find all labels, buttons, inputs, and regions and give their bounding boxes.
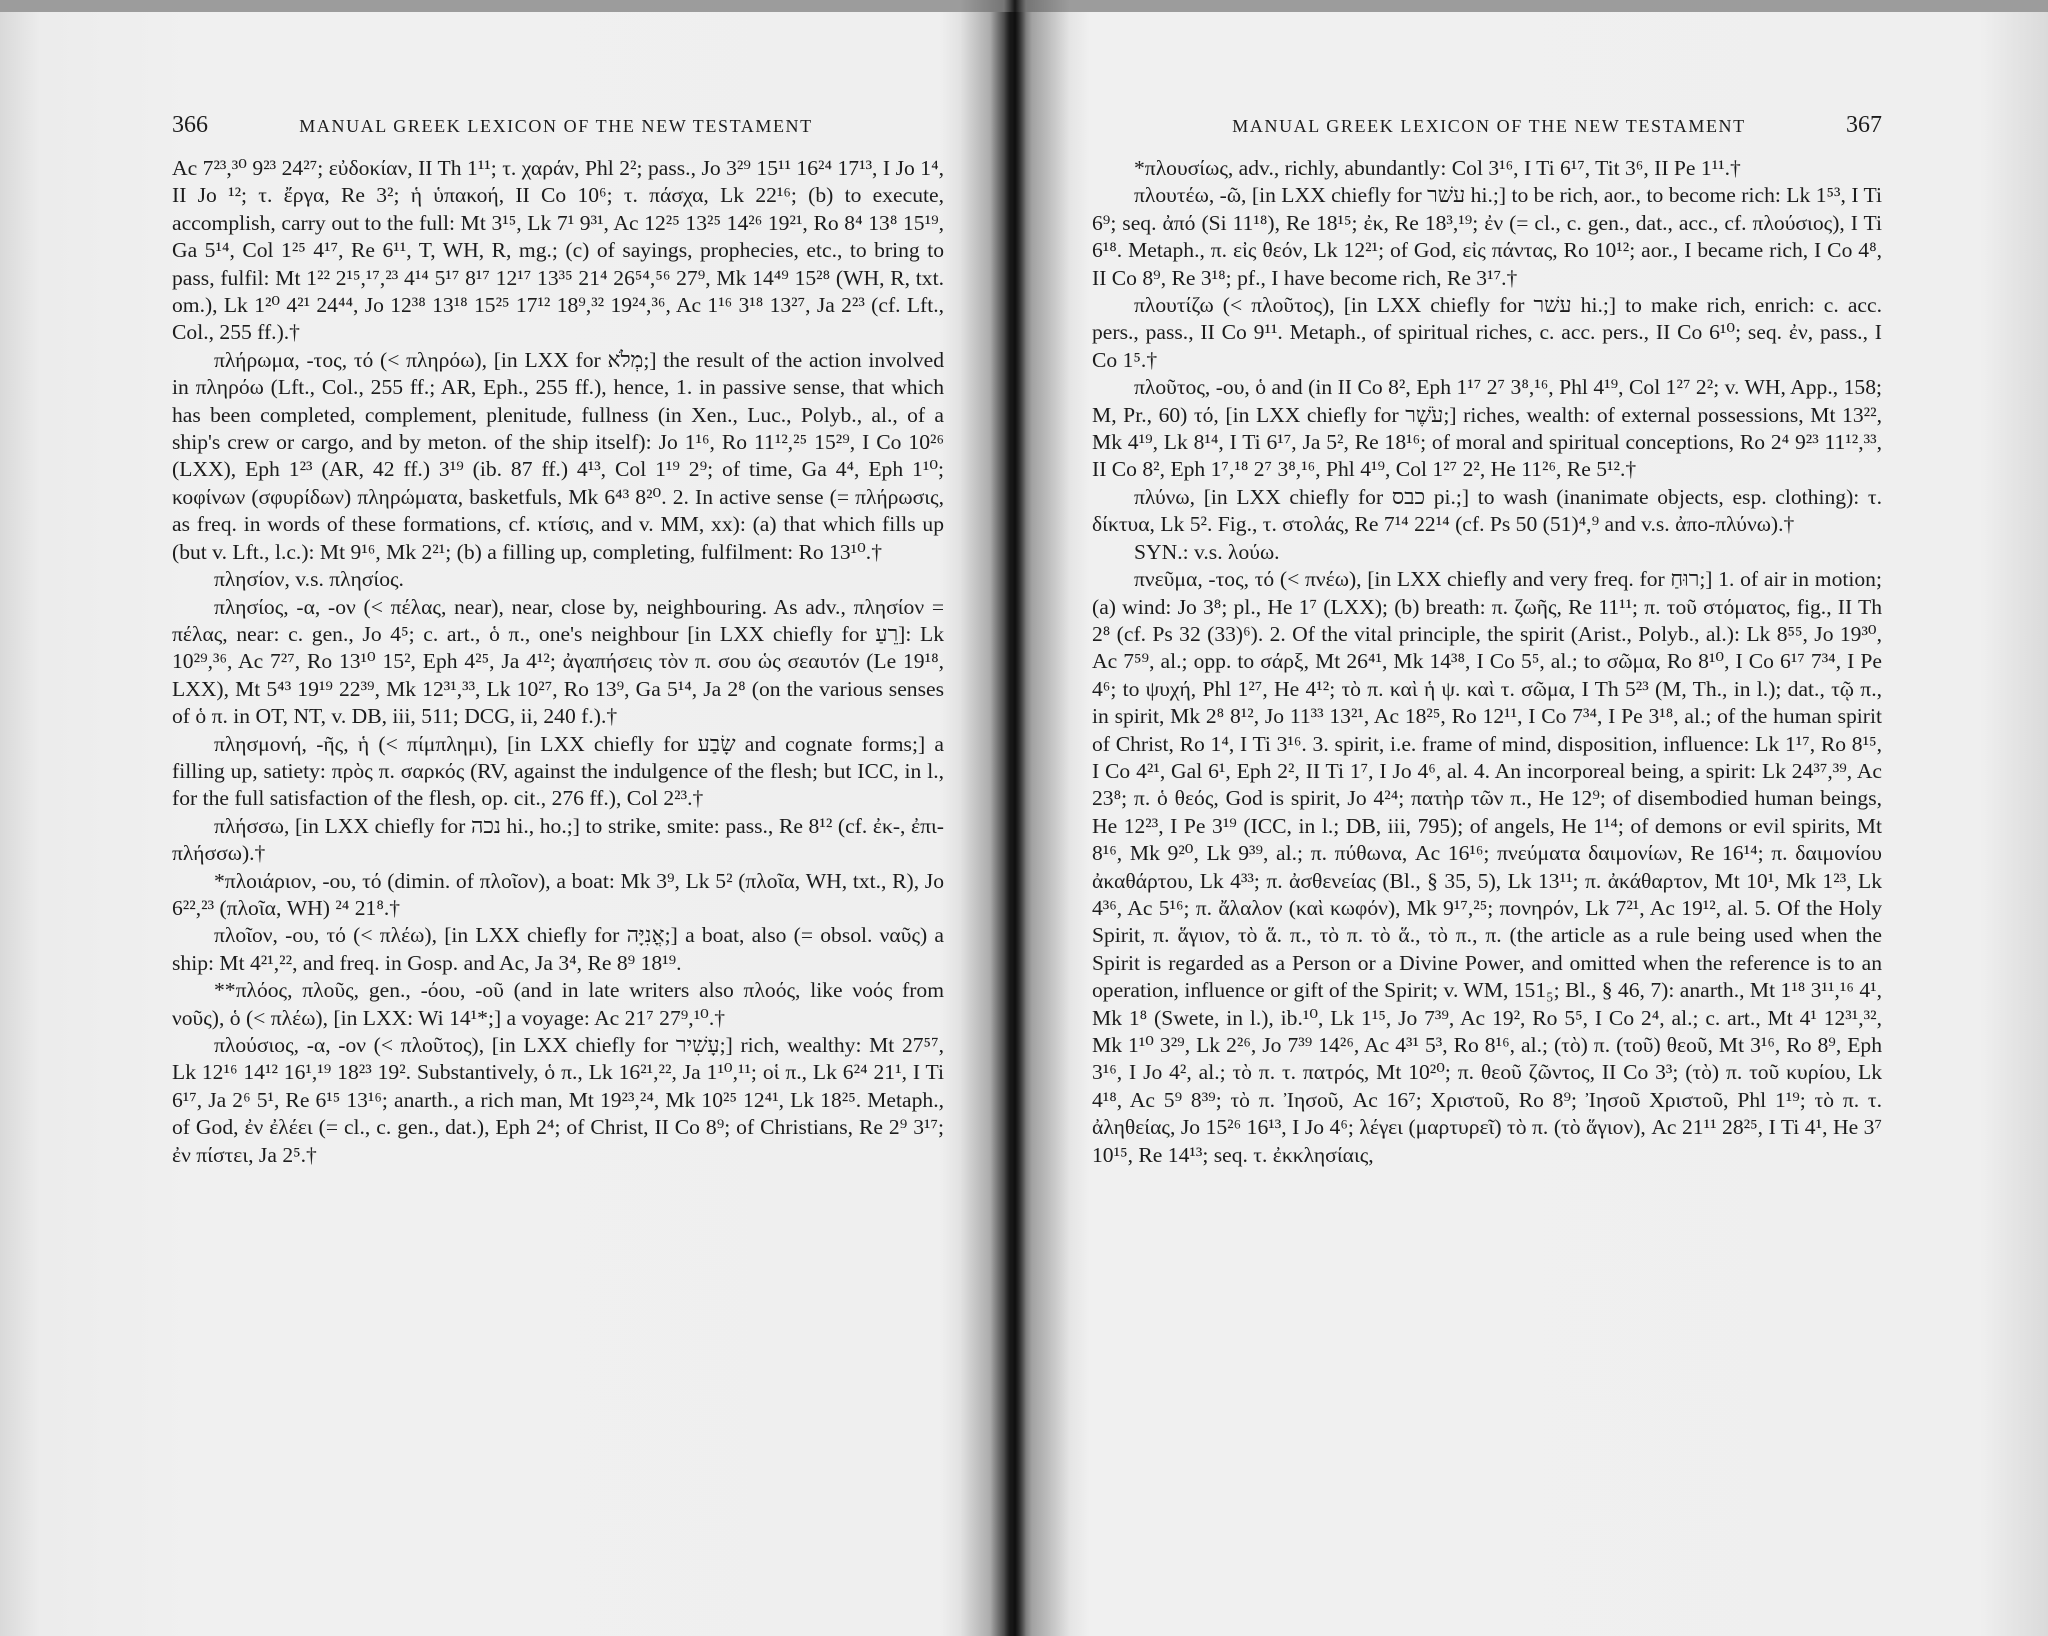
left-running-head — [172, 112, 944, 139]
entry-plousios: πλούσιος, -α, -ον (< πλοῦτος), [in LXX chiefly for עָשִׁיר;] rich, wealthy: Mt 27⁵⁷, Lk 12¹⁶ 14¹² 16¹,¹⁹ 18²³ 19². Substantively, ὁ π., Lk 16²¹,²², Ja 1¹⁰,¹¹; οἱ π., Lk 6²⁴ 21¹, I Ti 6¹⁷, Ja 2⁶ 5¹, Re 6¹⁵ 13¹⁶; anarth., a rich man, Mt 19²³,²⁴, Mk 10²⁵ 12⁴¹, Lk 18²⁵. Metaph., of God, ἐν ἐλέει (= cl., c. gen., dat.), Eph 2⁴; of Christ, II Co 8⁹; of Christians, Re 2⁹ 3¹⁷; ἐν πίστει, Ja 2⁵.† — [172, 1033, 945, 1167]
entry-plesion: πλησίον, v.s. πλησίος. — [214, 567, 404, 592]
entry-plesios: πλησίος, -α, -ον (< πέλας, near), near, close by, neighbouring. As adv., πλησίον = πέλας, near: c. gen., Jo 4⁵; c. art., ὁ π., one's neighbour [in LXX chiefly for רֵעַ]: Lk 10²⁹,³⁶, Ac 7²⁷, Ro 13¹⁰ 15², Eph 4²⁵, Ja 4¹²; ἀγαπήσεις τὸν π. σου ὡς σεαυτόν (Le 19¹⁸, LXX), Mt 5⁴³ 19¹⁹ 22³⁹, Mk 12³¹,³³, Lk 10²⁷, Ro 13⁹, Ga 5¹⁴, Ja 2⁸ (on the various senses of ὁ π. in OT, NT, v. DB, iii, 511; DCG, ii, 240 f.).† — [172, 594, 945, 729]
entry-ploutizo: πλουτίζω (< πλοῦτος), [in LXX chiefly for עשׁר hi.;] to make rich, enrich: c. acc. pers., pass., II Co 9¹¹. Metaph., of spiritual riches, c. acc. pers., II Co 6¹⁰; seq. ἐν, pass., I Co 1⁵.† — [1092, 293, 1882, 372]
entry-ploos: **πλόος, πλοῦς, gen., -όου, -οῦ (and in late writers also πλοός, like νοός from νοῦς), ὁ (< πλέω), [in LXX: Wi 14¹*;] a voyage: Ac 21⁷ 27⁹,¹⁰.† — [172, 978, 944, 1030]
entry-pluno: πλύνω, [in LXX chiefly for כבס pi.;] to wash (inanimate objects, esp. clothing): τ. δίκτυα, Lk 5². Fig., τ. στολάς, Re 7¹⁴ 22¹⁴ (cf. Ps 50 (51)⁴,⁹ and v.s. ἀπο-πλύνω).† — [1092, 484, 1882, 537]
entry-pleroma: πλήρωμα, -τος, τό (< πληρόω), [in LXX for מְלֹא;] the result of the action involved in πληρόω (Lft., Col., 255 ff.; AR, Eph., 255 ff.), hence, 1. in passive sense, that which has been completed, complement, plenitude, fullness (in Xen., Luc., Polyb., al., of a ship's crew or cargo, and by meton. of the ship itself): Jo 1¹⁶, Ro 11¹²,²⁵ 15²⁹, I Co 10²⁶ (LXX), Eph 1²³ (AR, 42 ff.) 3¹⁹ (ib. 87 ff.) 4¹³, Col 1¹⁹ 2⁹; of time, Ga 4⁴, Eph 1¹⁰; κοφίνων (σφυρίδων) πληρώματα, basketfuls, Mk 6⁴³ 8²⁰. 2. In active sense (= πλήρωσις, as freq. in words of these formations, cf. κτίσις, and v. MM, xx): (a) that which fills up (but v. Lft., l.c.): Mt 9¹⁶, Mk 2²¹; (b) a filling up, completing, fulfilment: Ro 13¹⁰.† — [172, 347, 945, 564]
entry-ploutos: πλοῦτος, -ου, ὁ and (in II Co 8², Eph 1¹⁷ 2⁷ 3⁸,¹⁶, Phl 4¹⁹, Col 1²⁷ 2²; v. WH, App., 158; M, Pr., 60) τό, [in LXX chiefly for עֹשֶׁר;] riches, wealth: of external possessions, Mt 13²², Mk 4¹⁹, Lk 8¹⁴, I Ti 6¹⁷, Ja 5², Re 18¹⁶; of moral and spiritual conceptions, Ro 2⁴ 9²³ 11¹²,³³, II Co 8², Eph 1⁷,¹⁸ 2⁷ 3⁸,¹⁶, Phl 4¹⁹, Col 1²⁷ 2², He 11²⁶, Re 5¹².† — [1092, 375, 1882, 482]
entry-syn-note: SYN.: v.s. λούω. — [1134, 539, 1280, 564]
entry-ploiarion: *πλοιάριον, -ου, τό (dimin. of πλοῖον), a boat: Mk 3⁹, Lk 5² (πλοῖα, WH, txt., R), Jo 6²²,²³ (πλοῖα, WH) ²⁴ 21⁸.† — [172, 868, 944, 920]
left-page — [172, 112, 944, 1612]
right-page-text — [1092, 155, 1882, 1169]
entry-plousios-adv: *πλουσίως, adv., richly, abundantly: Col 3¹⁶, I Ti 6¹⁷, Tit 3⁶, II Pe 1¹¹.† — [1134, 156, 1741, 180]
entry-plesmone: πλησμονή, -ῆς, ἡ (< πίμπλημι), [in LXX chiefly for שָׂבַע and cognate forms;] a filling up, satiety: πρὸς π. σαρκός (RV, against the indulgence of the flesh; but ICC, in l., for the full satisfaction of the flesh, op. cit., 276 ff.), Col 2²³.† — [172, 731, 944, 811]
entry-plesso: πλήσσω, [in LXX chiefly for נכה hi., ho.;] to strike, smite: pass., Re 8¹² (cf. ἐκ-, ἐπι-πλήσσω).† — [172, 813, 945, 866]
right-running-title: MANUAL GREEK LEXICON OF THE NEW TESTAMENT — [1232, 116, 1746, 136]
entry-continuation: Ac 7²³,³⁰ 9²³ 24²⁷; εὐδοκίαν, II Th 1¹¹; τ. χαράν, Phl 2²; pass., Jo 3²⁹ 15¹¹ 16²⁴ 17¹³, I Jo 1⁴, II Jo ¹²; τ. ἔργα, Re 3²; ἡ ὑπακοή, II Co 10⁶; τ. πάσχα, Lk 22¹⁶; (b) to execute, accomplish, carry out to the full: Mt 3¹⁵, Lk 7¹ 9³¹, Ac 12²⁵ 13²⁵ 14²⁶ 19²¹, Ro 8⁴ 13⁸ 15¹⁹, Ga 5¹⁴, Col 1²⁵ 4¹⁷, Re 6¹¹, T, WH, R, mg.; (c) of sayings, prophecies, etc., to bring to pass, fulfil: Mt 1²² 2¹⁵,¹⁷,²³ 4¹⁴ 5¹⁷ 8¹⁷ 12¹⁷ 13³⁵ 21⁴ 26⁵⁴,⁵⁶ 27⁹, Mk 14⁴⁹ 15²⁸ (WH, R, txt. om.), Lk 1²⁰ 4²¹ 24⁴⁴, Jo 12³⁸ 13¹⁸ 15²⁵ 17¹² 18⁹,³² 19²⁴,³⁶, Ac 1¹⁶ 3¹⁸ 13²⁷, Ja 2²³ (cf. Lft., Col., 255 ff.).† — [172, 156, 944, 345]
left-running-title: MANUAL GREEK LEXICON OF THE NEW TESTAMENT — [299, 116, 813, 136]
book-gutter — [960, 0, 1070, 1636]
entry-plouteo: πλουτέω, -ῶ, [in LXX chiefly for עשׁר hi.;] to be rich, aor., to become rich: Lk 1⁵³, I Ti 6⁹; seq. ἀπό (Si 11¹⁸), Re 18¹⁵; ἐκ, Re 18³,¹⁹; ἐν (= cl., c. gen., dat., acc., cf. πλούσιος), I Ti 6¹⁸. Metaph., π. εἰς θεόν, Lk 12²¹; of God, εἰς πάντας, Ro 10¹²; aor., I became rich, I Co 4⁸, II Co 8⁹, Re 3¹⁸; pf., I have become rich, Re 3¹⁷.† — [1092, 183, 1882, 290]
left-page-number: 366 — [172, 112, 208, 138]
left-page-text — [172, 155, 944, 1169]
right-page-number: 367 — [1846, 112, 1882, 138]
right-running-head — [1092, 112, 1882, 139]
entry-pneuma: πνεῦμα, -τος, τό (< πνέω), [in LXX chiefly and very freq. for רוּחַ;] 1. of air in motion; (a) wind: Jo 3⁸; pl., He 1⁷ (LXX); (b) breath: π. ζωῆς, Re 11¹¹; π. τοῦ στόματος, fig., II Th 2⁸ (cf. Ps 32 (33)⁶). 2. Of the vital principle, the spirit (Arist., Polyb., al.): Lk 8⁵⁵, Jo 19³⁰, Ac 7⁵⁹, al.; opp. to σάρξ, Mt 26⁴¹, Mk 14³⁸, I Co 5⁵, al.; to σῶμα, Ro 8¹⁰, I Co 6¹⁷ 7³⁴, I Pe 4⁶; to ψυχή, Phl 1²⁷, He 4¹²; τὸ π. καὶ ἡ ψ. καὶ τ. σῶμα, I Th 5²³ (M, Th., in l.); dat., τῷ π., in spirit, Mk 2⁸ 8¹², Jo 11³³ 13²¹, Ac 18²⁵, Ro 12¹¹, I Co 7³⁴, I Pe 3¹⁸, al.; of the human spirit of Christ, Ro 1⁴, I Ti 3¹⁶. 3. spirit, i.e. frame of mind, disposition, influence: Lk 1¹⁷, Ro 8¹⁵, I Co 4²¹, Gal 6¹, Eph 2², II Ti 1⁷, I Jo 4⁶, al. 4. An incorporeal being, a spirit: Lk 24³⁷,³⁹, Ac 23⁸; π. ὁ θεός, God is spirit, Jo 4²⁴; πατὴρ τῶν π., He 12⁹; of disembodied human beings, He 12²³, I Pe 3¹⁹ (ICC, in l.; DB, iii, 795); of angels, He 1¹⁴; of demons or evil spirits, Mt 8¹⁶, Mk 9²⁰, Lk 9³⁹, al.; π. πύθωνα, Ac 16¹⁶; πνεύματα δαιμονίων, Re 16¹⁴; π. δαιμονίου ἀκαθάρτου, Lk 4³³; π. ἀσθενείας (Bl., § 35, 5), Lk 13¹¹; π. ἀκάθαρτον, Mt 10¹, Mk 1²³, Lk 4³⁶, Ac 5¹⁶; π. ἄλαλον (καὶ κωφόν), Mk 9¹⁷,²⁵; πονηρόν, Lk 7²¹, Ac 19¹², al. 5. Of the Holy Spirit, π. ἅγιον, τὸ ἅ. π., τὸ π. τὸ ἅ., τὸ π., π. (the article as a rule being used when the Spirit is regarded as a Person or a Divine Power, and omitted when the reference is to an operation, influence or gift of the Spirit; v. WM, 151₅; Bl., § 46, 7): anarth., Mt 1¹⁸ 3¹¹,¹⁶ 4¹, Mk 1⁸ (Swete, in l.), ib.¹⁰, Lk 1¹⁵, Jo 7³⁹, Ac 19², Ro 5⁵, I Co 2⁴, al.; c. art., Mt 4¹ 12³¹,³², Mk 1¹⁰ 3²⁹, Lk 2²⁶, Jo 7³⁹ 14²⁶, Ac 4³¹ 5³, Ro 8¹⁶, al.; (τὸ) π. (τοῦ) θεοῦ, Mt 3¹⁶, Ro 8⁹, Eph 3¹⁶, I Jo 4², al.; τὸ π. τ. πατρός, Mt 10²⁰; π. θεοῦ ζῶντος, II Co 3³; (τὸ) π. τοῦ κυρίου, Lk 4¹⁸, Ac 5⁹ 8³⁹; τὸ π. Ἰησοῦ, Ac 16⁷; Χριστοῦ, Ro 8⁹; Ἰησοῦ Χριστοῦ, Phl 1¹⁹; τὸ π. τ. ἀληθείας, Jo 15²⁶ 16¹³, I Jo 4⁶; λέγει (μαρτυρεῖ) τὸ π. (τὸ ἅγιον), Ac 21¹¹ 28²⁵, I Ti 4¹, He 3⁷ 10¹⁵, Re 14¹³; seq. τ. ἐκκλησίαις, — [1092, 567, 1882, 1167]
entry-ploion: πλοῖον, -ου, τό (< πλέω), [in LXX chiefly for אֳנִיָּה;] a boat, also (= obsol. ναῦς) a ship: Mt 4²¹,²², and freq. in Gosp. and Ac, Ja 3⁴, Re 8⁹ 18¹⁹. — [172, 923, 944, 975]
right-page — [1092, 112, 1882, 1612]
